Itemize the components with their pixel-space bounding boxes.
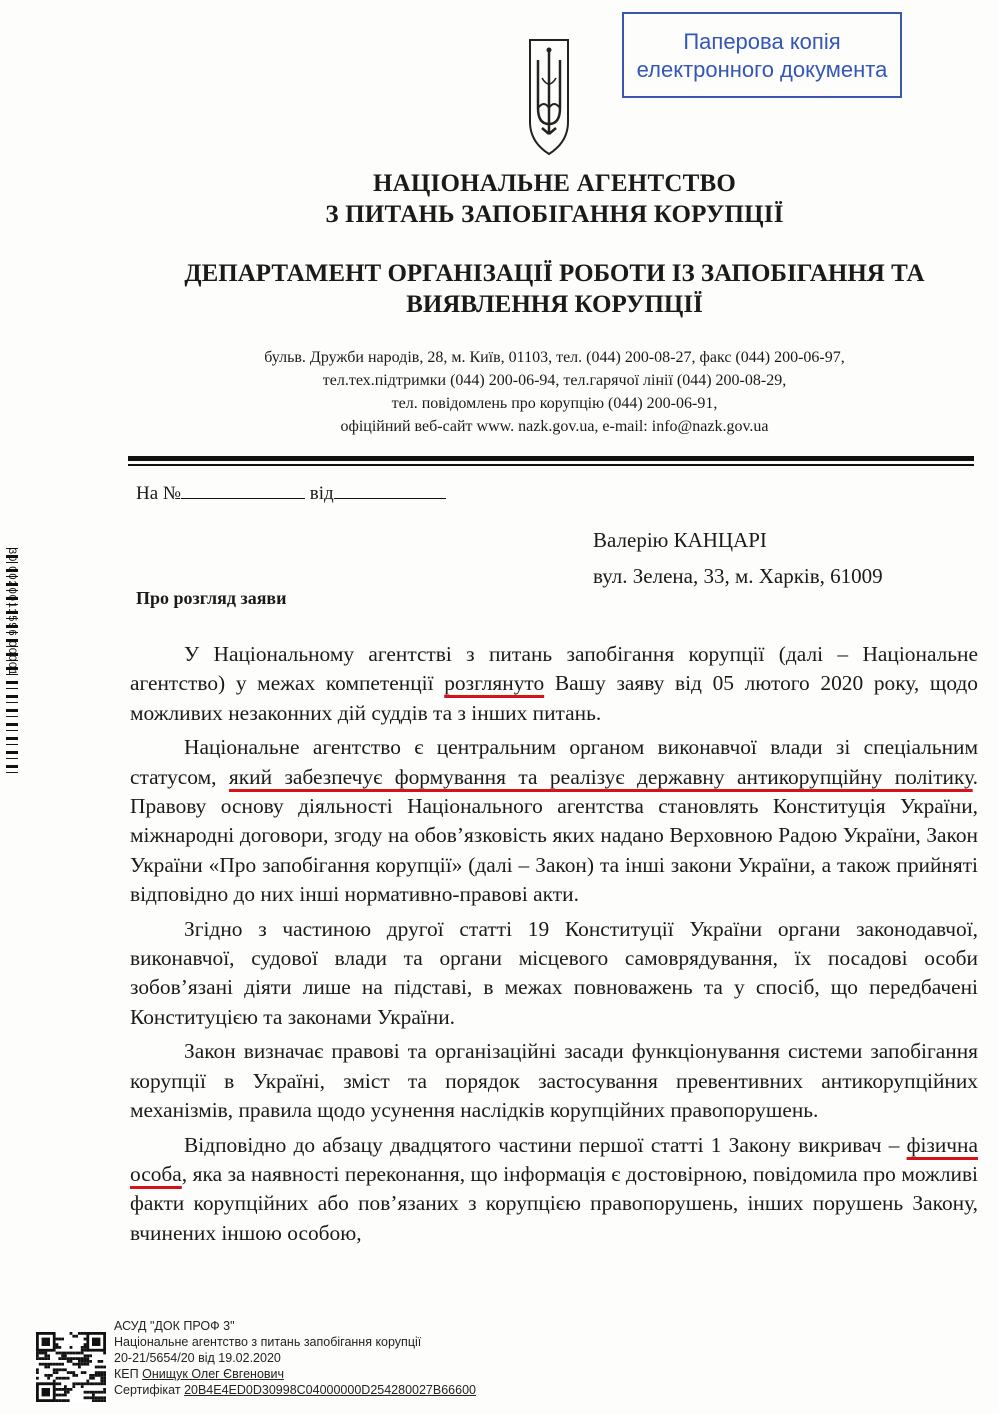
highlighted-phrase: розглянуто: [444, 671, 545, 696]
reference-number-label: На №: [136, 483, 182, 504]
paragraph: Закон визначає правові та організаційні засади функціонування системи запобігання корупції в Україні, зміст та порядок застосування превентивних антикорупційних механізмів, правила щодо усунення наслідків корупційних правопорушень.: [130, 1039, 978, 1123]
footer-certificate: [114, 1382, 476, 1398]
paragraph: Згідно з частиною другої статті 19 Конституції України органи законодавчої, виконавчої, судової влади та органи місцевого самоврядування, їх посадові особи зобов’язані діяти лише на підставі, в межах повноважень та у спосіб, що передбачені Конституцією та законами України.: [130, 916, 978, 1029]
highlighted-phrase: який забезпечує формування та реалізує державну антикорупційну політику: [228, 764, 973, 789]
paragraph-text: Вашу заяву від 05 лютого 2020 року, щодо можливих незаконних дій суддів та з інших питань.: [130, 671, 979, 725]
paragraph: [130, 1131, 978, 1249]
stamp-line-1: Паперова копія: [683, 29, 841, 54]
qr-code-icon: [36, 1332, 106, 1402]
footer-kep: [114, 1366, 476, 1382]
footer-organization: Національне агентство з питань запобігання корупції: [114, 1335, 422, 1349]
barcode-number: 30 0020011596 00001: [6, 548, 18, 677]
contact-line: тел.тех.підтримки (044) 200-06-94, тел.гарячої лінії (044) 200-08-29,: [322, 372, 787, 389]
recipient-address: вул. Зелена, 33, м. Харків, 61009: [593, 564, 883, 588]
footer-registration: 20-21/5654/20 від 19.02.2020: [114, 1351, 281, 1365]
stamp-line-2: електронного документа: [636, 57, 888, 82]
highlighted-phrase: фізична особа: [130, 1132, 978, 1186]
recipient-block: [593, 522, 883, 594]
footer-certificate-label: Сертифікат: [114, 1383, 181, 1397]
paragraph-text: Відповідно до абзацу двадцятого частини першої статті 1 Закону викривач –: [184, 1132, 907, 1157]
footer-certificate-value: 20B4E4ED0D30998C04000000D254280027B66600: [184, 1383, 476, 1397]
department-name-line-2: ВИЯВЛЕННЯ КОРУПЦІЇ: [406, 291, 703, 318]
reference-number-blank: [181, 480, 305, 499]
letter-body: [130, 640, 978, 1253]
paragraph: [130, 640, 978, 728]
paragraph-text: Національне агентство є центральним органом виконавчої влади зі спеціальним статусом,: [130, 735, 978, 789]
header-divider-thin: [128, 464, 974, 466]
reference-date-label: від: [309, 483, 334, 504]
recipient-name: Валерію КАНЦАРІ: [593, 528, 767, 552]
agency-name-line-2: З ПИТАНЬ ЗАПОБІГАННЯ КОРУПЦІЇ: [325, 201, 784, 228]
agency-name-line-1: НАЦІОНАЛЬНЕ АГЕНТСТВО: [373, 170, 736, 197]
contact-line: офіційний веб-сайт www. nazk.gov.ua, e-mail: info@nazk.gov.ua: [340, 418, 769, 435]
electronic-copy-stamp: [622, 12, 902, 98]
reference-date-blank: [334, 480, 446, 499]
footer-kep-name: Онищук Олег Євгенович: [142, 1367, 285, 1381]
department-name-line-1: ДЕПАРТАМЕНТ ОРГАНІЗАЦІЇ РОБОТИ ІЗ ЗАПОБІГАННЯ ТА: [184, 260, 925, 287]
paragraph-text: У Національному агентстві з питань запобігання корупції (далі – Національне агентство) у межах компетенції: [130, 642, 978, 696]
reference-line: [136, 480, 446, 505]
letter-subject: Про розгляд заяви: [136, 588, 287, 608]
signature-footer: [114, 1318, 476, 1398]
footer-kep-label: КЕП: [114, 1367, 139, 1381]
department-name: [0, 258, 999, 320]
contact-details: [0, 346, 999, 438]
paragraph-text: , яка за наявності переконання, що інформація є достовірною, повідомила про можливі факти корупційних або пов’язаних з корупцією правопорушень, інших порушень Закону, вчинених іншою особою,: [130, 1161, 978, 1245]
contact-line: тел. повідомлень про корупцію (044) 200-06-91,: [391, 395, 718, 412]
header-divider-thick: [128, 456, 974, 461]
agency-name: [0, 168, 999, 230]
footer-system: АСУД "ДОК ПРОФ 3": [114, 1319, 235, 1333]
paragraph-text: . Правову основу діяльності Національного агентства становлять Конституція України, міжнародні договори, згоду на обов’язковість яких надано Верховною Радою України, Закон України «Про запобігання корупції» (далі – Закон) та інші закони України, а також прийняті відповідно до них інші нормативно-правові акти.: [130, 764, 978, 907]
coat-of-arms-icon: [527, 38, 571, 156]
contact-line: бульв. Дружби народів, 28, м. Київ, 01103, тел. (044) 200-08-27, факс (044) 200-06-97,: [264, 349, 845, 366]
paragraph: [130, 733, 978, 909]
